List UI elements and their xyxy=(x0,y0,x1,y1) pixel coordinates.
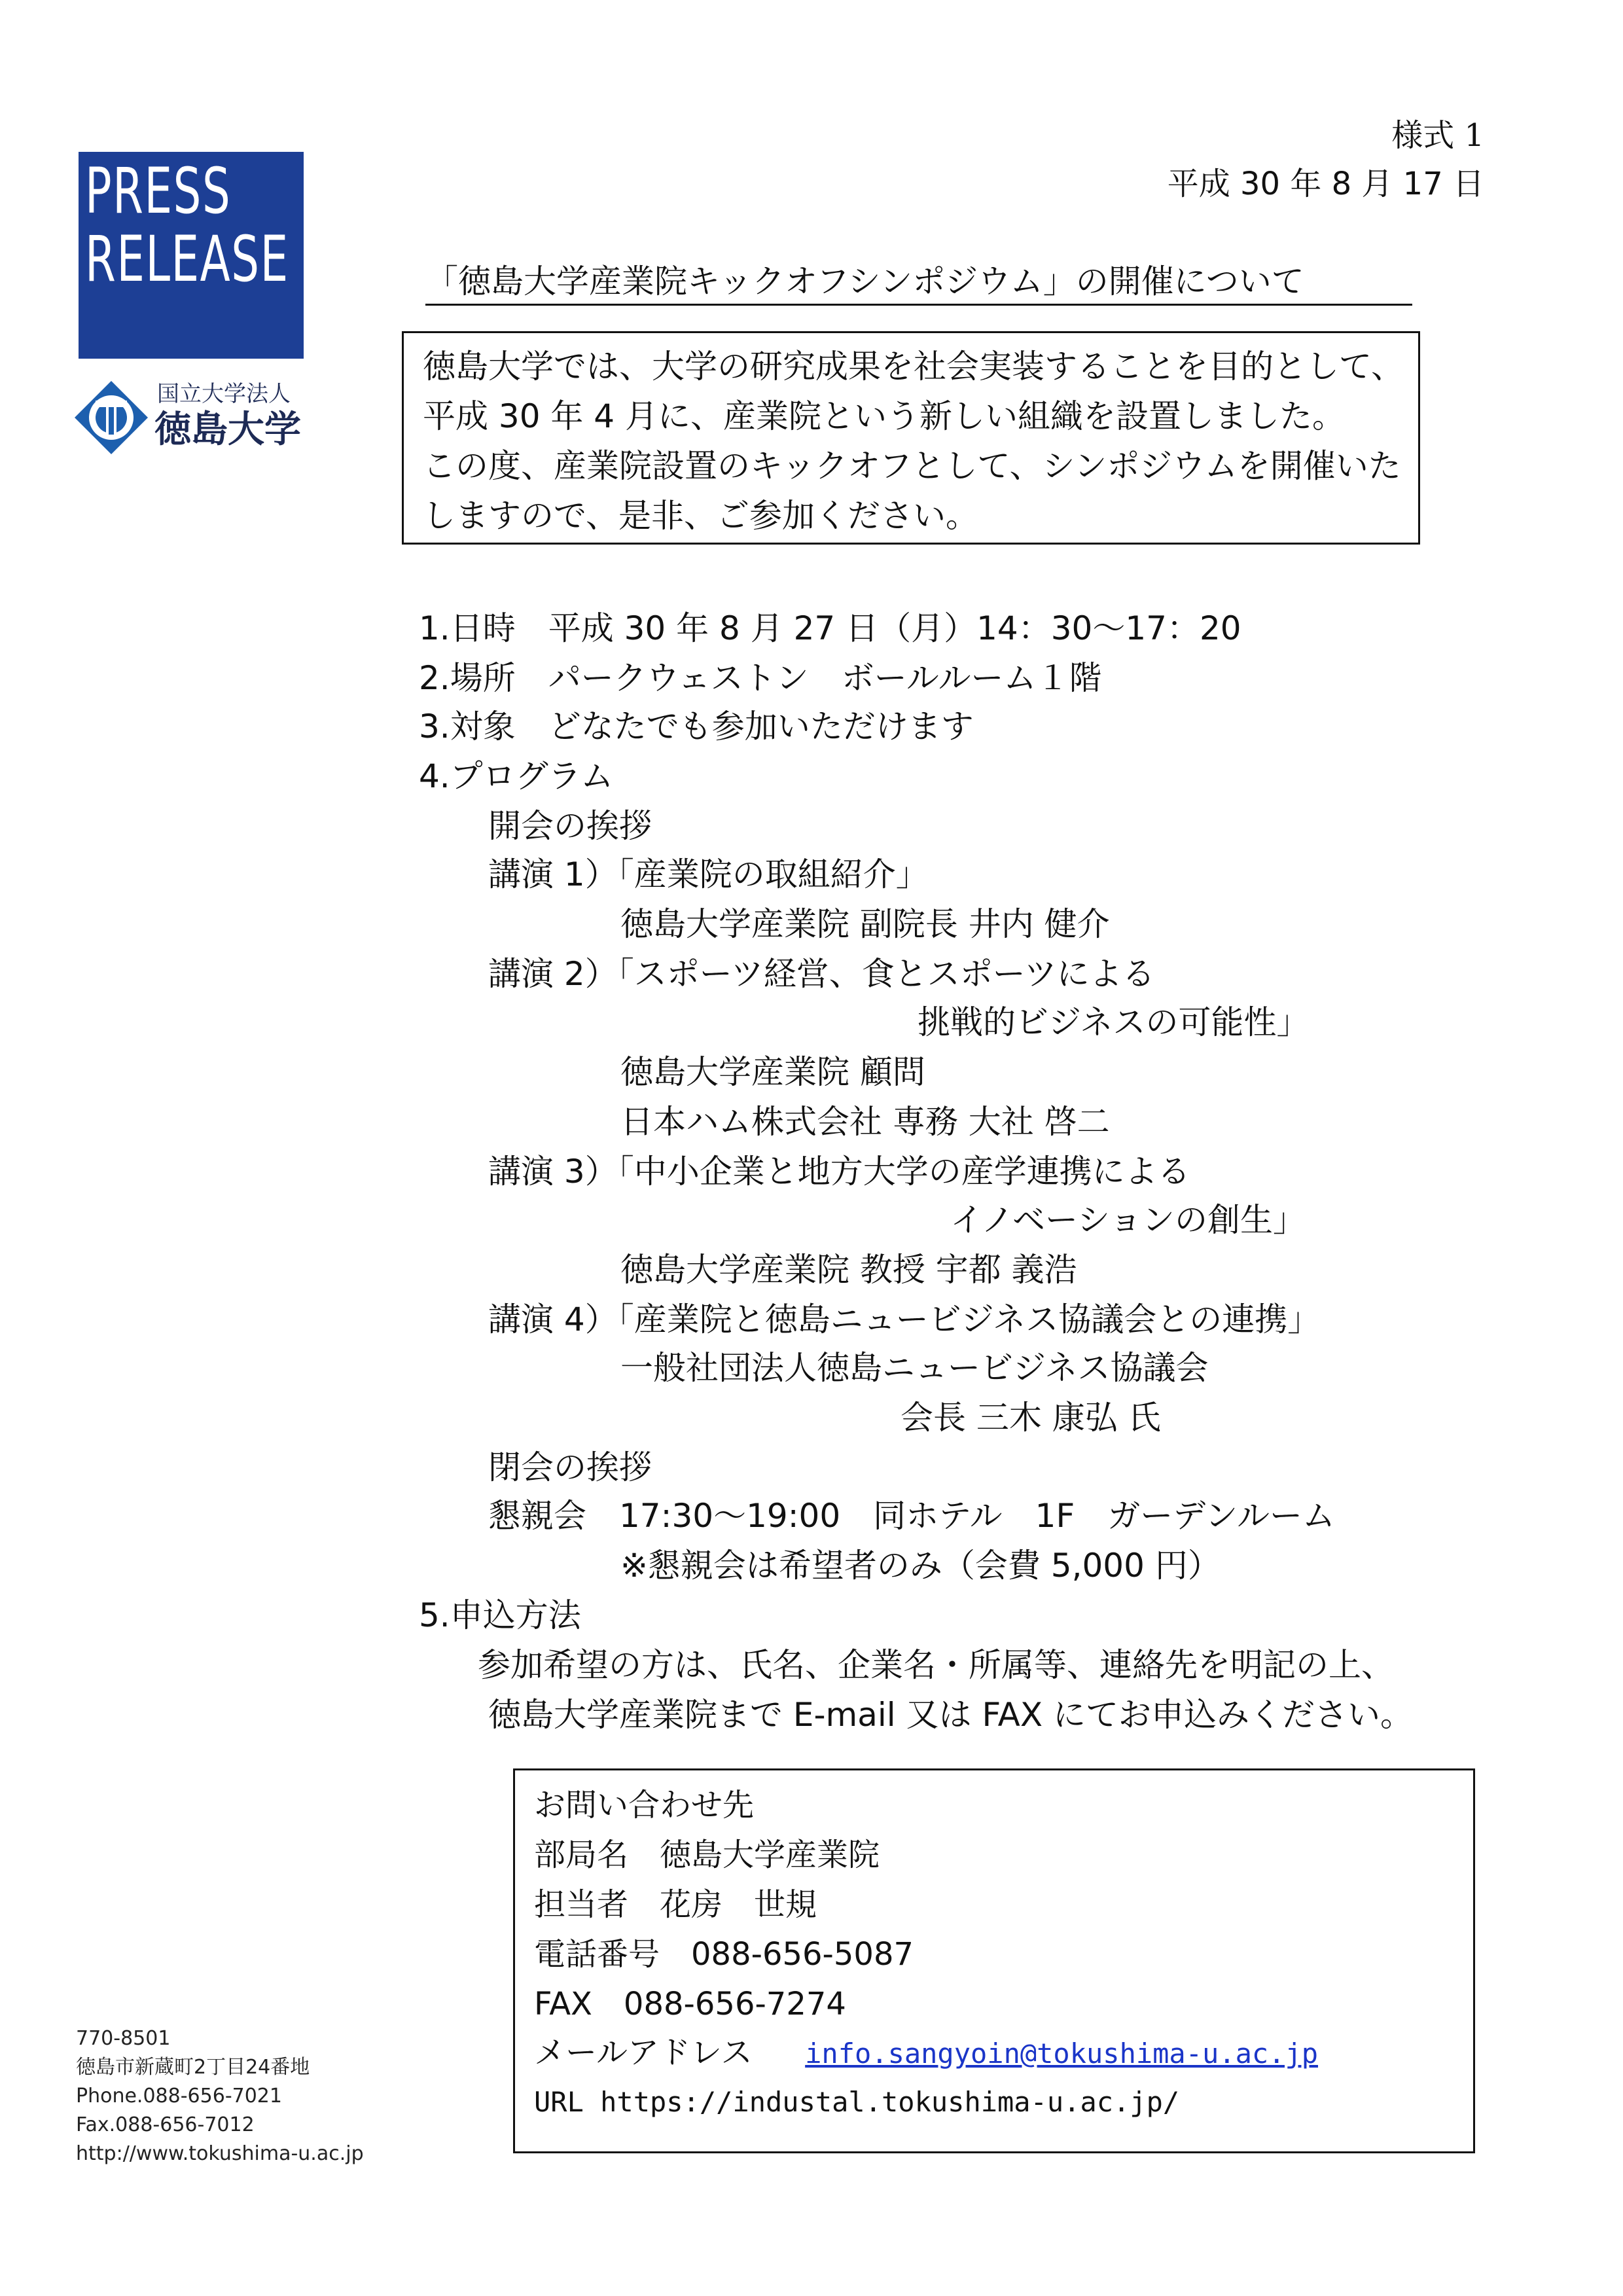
event-target: 3.対象 どなたでも参加いただけます xyxy=(419,708,974,745)
logo-line-release: RELEASE xyxy=(85,223,289,296)
talk2-title-line-1: 講演 2）「スポーツ経営、食とスポーツによる xyxy=(488,955,1155,993)
application-line-2: 徳島大学産業院まで E-mail 又は FAX にてお申込みください。 xyxy=(488,1696,1413,1734)
program-opening: 開会の挨拶 xyxy=(488,807,652,845)
document-title: 「徳島大学産業院キックオフシンポジウム」の開催について xyxy=(425,262,1304,300)
contact-person: 担当者 花房 世規 xyxy=(534,1886,817,1923)
university-name: 徳島大学 xyxy=(154,408,301,451)
press-release-logo xyxy=(79,152,304,359)
talk4-speaker-line-1: 一般社団法人徳島ニュービジネス協議会 xyxy=(620,1349,1209,1387)
address-web[interactable]: http://www.tokushima-u.ac.jp xyxy=(76,2142,364,2165)
address-phone: Phone.088-656-7021 xyxy=(76,2085,282,2108)
form-number: 様式 1 xyxy=(1391,117,1484,154)
summary-line-4: しますので、是非、ご参加ください。 xyxy=(423,497,978,535)
contact-url[interactable]: URL https://industal.tokushima-u.ac.jp/ xyxy=(534,2086,1180,2118)
logo-line-press: PRESS xyxy=(85,154,232,228)
talk1-speaker: 徳島大学産業院 副院長 井内 健介 xyxy=(620,905,1110,943)
talk4-title: 講演 4）「産業院と徳島ニュービジネス協議会との連携」 xyxy=(488,1300,1321,1338)
program-heading: 4.プログラム xyxy=(419,757,614,795)
contact-email-label: メールアドレス xyxy=(534,2034,753,2071)
talk1-title: 講演 1）「産業院の取組紹介」 xyxy=(488,855,929,893)
reception-info: 懇親会 17:30〜19:00 同ホテル 1F ガーデンルーム xyxy=(488,1497,1336,1535)
talk2-speaker-line-2: 日本ハム株式会社 専務 大社 啓二 xyxy=(620,1103,1110,1141)
address-street: 徳島市新蔵町2丁目24番地 xyxy=(76,2056,310,2079)
talk3-title-line-1: 講演 3）「中小企業と地方大学の産学連携による xyxy=(488,1153,1190,1191)
talk2-title-line-2: 挑戦的ビジネスの可能性」 xyxy=(918,1003,1310,1041)
event-datetime: 1.日時 平成 30 年 8 月 27 日（月）14：30〜17：20 xyxy=(419,609,1241,647)
contact-department: 部局名 徳島大学産業院 xyxy=(534,1837,880,1873)
contact-email-link[interactable]: info.sangyoin@tokushima-u.ac.jp xyxy=(805,2037,1319,2070)
summary-line-2: 平成 30 年 4 月に、産業院という新しい組織を設置しました。 xyxy=(423,397,1346,435)
address-zip: 770-8501 xyxy=(76,2027,171,2050)
program-closing: 閉会の挨拶 xyxy=(488,1448,652,1486)
talk2-speaker-line-1: 徳島大学産業院 顧問 xyxy=(620,1053,925,1091)
summary-line-1: 徳島大学では、大学の研究成果を社会実装することを目的として、 xyxy=(423,348,1404,386)
contact-email-row xyxy=(534,2029,1318,2077)
summary-line-3: この度、産業院設置のキックオフとして、シンポジウムを開催いた xyxy=(423,447,1401,485)
contact-fax: FAX 088-656-7274 xyxy=(534,1986,846,2022)
reception-note: ※懇親会は希望者のみ（会費 5,000 円） xyxy=(620,1547,1221,1585)
university-emblem-icon xyxy=(72,378,151,457)
contact-heading: お問い合わせ先 xyxy=(534,1787,755,1823)
application-line-1: 参加希望の方は、氏名、企業名・所属等、連絡先を明記の上、 xyxy=(478,1646,1394,1684)
talk4-speaker-line-2: 会長 三木 康弘 氏 xyxy=(901,1399,1161,1437)
release-date: 平成 30 年 8 月 17 日 xyxy=(1167,166,1484,202)
title-underline xyxy=(425,304,1412,306)
address-fax: Fax.088-656-7012 xyxy=(76,2113,255,2136)
contact-phone: 電話番号 088-656-5087 xyxy=(534,1936,914,1973)
university-corp-label: 国立大学法人 xyxy=(157,381,291,407)
talk3-title-line-2: イノベーションの創生」 xyxy=(950,1201,1306,1239)
event-venue: 2.場所 パークウェストン ボールルーム１階 xyxy=(419,659,1102,697)
application-heading: 5.申込方法 xyxy=(419,1596,581,1634)
talk3-speaker: 徳島大学産業院 教授 宇都 義浩 xyxy=(620,1251,1077,1289)
